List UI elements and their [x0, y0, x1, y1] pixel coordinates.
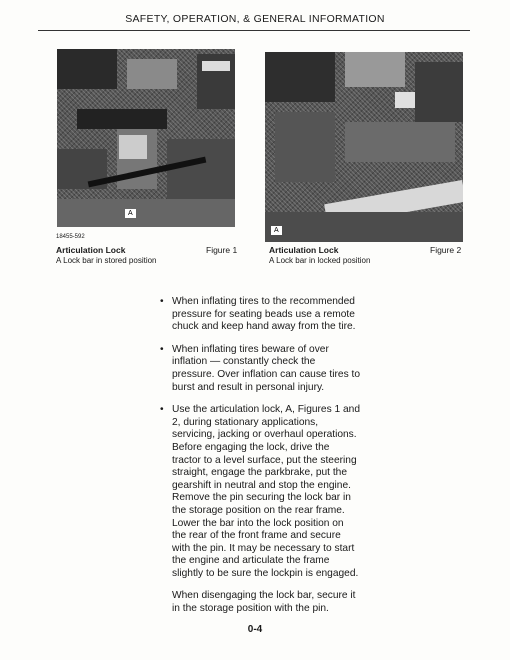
bullet-symbol: • [160, 343, 164, 355]
figure-2-caption-title: Articulation Lock [269, 245, 339, 255]
list-item-text: Use the articulation lock, A, Figures 1 and 2, during stationary applications, servicing, jacking or overhaul operations. Before engaging the lock, drive the tractor to a level surface, put the steering straight, engage the parkbrake, put the gearshift in neutral and stop the engine. Remove the pin securing the lock bar in the storage position on the rear frame. Lower the bar into the lock position on the rear of the front frame and secure with the pin. It may be necessary to start the engine and articulate the frame slightly to be sure the lockpin is engaged. [172, 404, 361, 579]
figure-1-part-number: 18455-592 [56, 234, 85, 240]
figure-1-callout: A [125, 209, 136, 218]
bullet-symbol: • [160, 296, 164, 307]
figure-2-label: Figure 2 [430, 245, 462, 255]
list-item-text: When inflating tires beware of over inflation — constantly check the pressure. Over inflation can cause tires to burst and result in personal injury. [172, 343, 360, 393]
page-header-title: SAFETY, OPERATION, & GENERAL INFORMATION [125, 13, 385, 25]
closing-paragraph: When disengaging the lock bar, secure it in the storage position with the pin. [172, 590, 356, 615]
figure-1-photo [57, 49, 235, 227]
figure-2-photo [265, 52, 463, 242]
list-item [160, 296, 360, 334]
figure-1-caption-sub: A Lock bar in stored position [56, 256, 157, 265]
figure-2-callout: A [271, 226, 282, 235]
figure-1-label: Figure 1 [206, 245, 238, 255]
list-item [160, 344, 360, 394]
figure-1-caption-title: Articulation Lock [56, 245, 126, 255]
page-number: 0-4 [247, 624, 263, 635]
figure-2-caption-sub: A Lock bar in locked position [269, 256, 371, 265]
body-text [160, 296, 360, 616]
list-item-text: When inflating tires to the recommended pressure for seating beads use a remote chuck and keep hand away from the tire. [172, 296, 356, 333]
header-rule [38, 30, 470, 31]
list-item [160, 404, 360, 580]
bullet-symbol: • [160, 404, 164, 416]
